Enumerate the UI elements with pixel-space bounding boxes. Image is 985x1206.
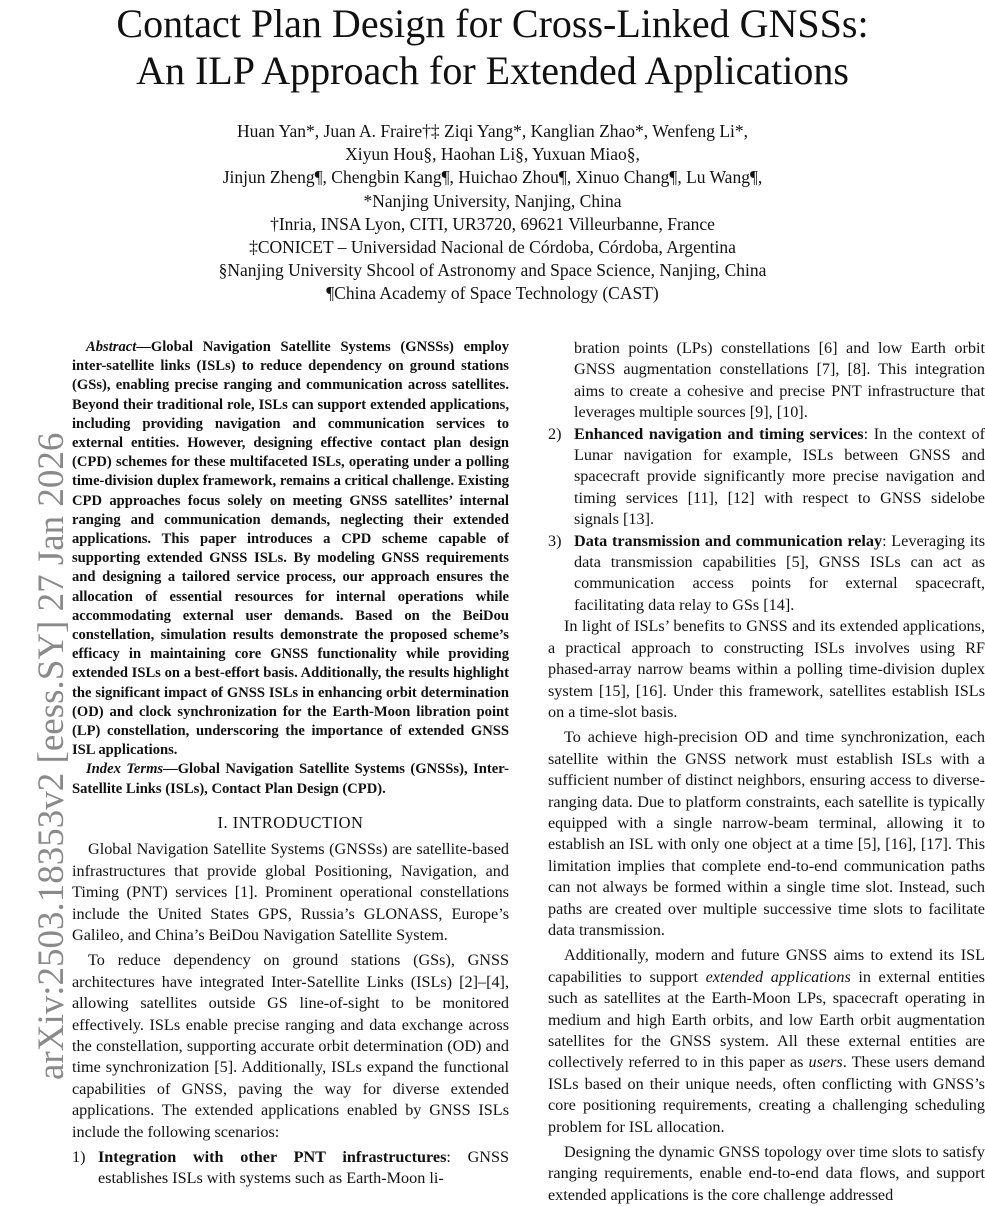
author-line: Xiyun Hou§, Haohan Li§, Yuxuan Miao§, (345, 144, 640, 165)
section-heading: I. INTRODUCTION (217, 812, 364, 832)
paragraph: Global Navigation Satellite Systems (GNSSs) are satellite-based infrastructures that provide global Positioning, Navigation, and Timing (PNT) services [1]. Prominent operational constellations include the United States GPS, Russia’s GLONASS, Europe’s Galileo, and China’s BeiDou Navigation Satellite System. (72, 840, 509, 944)
affiliation-line: ‡CONICET – Universidad Nacional de Córdoba, Córdoba, Argentina (249, 237, 736, 258)
affiliation-line: ¶China Academy of Space Technology (CAST) (326, 283, 659, 304)
affiliation-line: *Nanjing University, Nanjing, China (363, 190, 622, 211)
text-run: . These users demand ISLs based on their unique needs, often conflicting with GNSS’s core positioning requirements, creating a challenging scheduling problem for ISL allocation. (548, 1053, 985, 1136)
list-item-text: : Leveraging its data transmission capabilities [5], GNSS ISLs can act as communication access points for external spacecraft, facilitating data relay to GSs [14]. (574, 531, 985, 614)
affiliation-line: §Nanjing University Shcool of Astronomy and Space Science, Nanjing, China (218, 260, 767, 281)
scenario-list (72, 1147, 509, 1190)
title-line: An ILP Approach for Extended Applications (136, 48, 849, 93)
paragraph: To achieve high-precision OD and time synchronization, each satellite within the GNSS network must establish ISLs with a sufficient number of distinct neighbors, ensuring access to diverse-ranging data. Due to platform constraints, each satellite is typically equipped with a single narrow-beam terminal, allowing it to establish an ISL with only one object at a time [5], [16], [17]. This limitation implies that complete end-to-end communication paths can not always be formed within a single time slot. Instead, such paths are created over multiple successive time slots to facilitate data transmission. (548, 728, 985, 939)
emphasis: users (808, 1053, 843, 1072)
list-item-text: : GNSS establishes ISLs with systems such as Earth-Moon li- (98, 1147, 510, 1188)
paper-title (0, 0, 985, 94)
list-number: 1) (72, 1147, 86, 1166)
affiliation-line: †Inria, INSA Lyon, CITI, UR3720, 69621 Villeurbanne, France (270, 213, 715, 234)
list-item (548, 531, 985, 617)
index-terms-label: Index Terms (86, 761, 164, 778)
author-line: Jinjun Zheng¶, Chengbin Kang¶, Huichao Zhou¶, Xinuo Chang¶, Lu Wang¶, (222, 167, 763, 188)
scenario-list-continued (548, 424, 985, 617)
list-item (548, 424, 985, 531)
list-item-continuation: bration points (LPs) constellations [6] and low Earth orbit GNSS augmentation constellations [7], [8]. This integration aims to create a cohesive and precise PNT infrastructure that leverages multiple sources [9], [10]. (574, 339, 985, 422)
list-number: 3) (548, 531, 562, 550)
paragraph: Designing the dynamic GNSS topology over time slots to satisfy ranging requirements, enable end-to-end data flows, and support extended applications is the core challenge addressed (548, 1143, 985, 1204)
text-run: in external entities such as satellites at the Earth-Moon LPs, spacecraft operating in medium and high Earth orbits, and low Earth orbit augmentation satellites for the GNSS system. All these external entities are collectively referred to in this paper as (548, 967, 985, 1072)
list-item-head: Data transmission and communication relay (574, 531, 883, 550)
list-number: 2) (548, 424, 562, 443)
abstract (72, 338, 509, 760)
index-terms-text: —Global Navigation Satellite Systems (GNSSs), Inter-Satellite Links (ISLs), Contact Plan Design (CPD). (72, 761, 509, 797)
emphasis: extended applications (705, 967, 851, 986)
paragraph (548, 945, 985, 1138)
title-line: Contact Plan Design for Cross-Linked GNSSs: (116, 1, 869, 46)
list-item-head: Enhanced navigation and timing services (574, 424, 864, 443)
right-column (548, 338, 985, 1206)
author-block (0, 120, 985, 306)
abstract-label: Abstract (86, 339, 137, 355)
abstract-text: —Global Navigation Satellite Systems (GNSSs) employ inter-satellite links (ISLs) to reduce dependency on ground stations (GSs), enabling precise ranging and communication across satellites. Beyond their traditional role, ISLs can support extended applications, including providing navigation and communication services to external entities. However, designing effective contact plan design (CPD) schemes for these multifaceted ISLs, operating under a polling time-division duplex framework, remains a critical challenge. Existing CPD approaches focus solely on meeting GNSS satellites’ internal ranging and communication demands, neglecting their extended applications. This paper introduces a CPD scheme capable of supporting extended GNSS ISLs. By modeling GNSS requirements and designing a tailored service process, our approach ensures the allocation of essential resources for internal operations while accommodating external user demands. Based on the BeiDou constellation, simulation results demonstrate the proposed scheme’s efficacy in maintaining core GNSS functionality while providing extended ISLs on a best-effort basis. Additionally, the results highlight the significant impact of GNSS ISLs in enhancing orbit determination (OD) and clock synchronization for the Earth-Moon libration point (LP) constellation, underscoring the importance of extended GNSS ISL applications. (72, 339, 509, 759)
left-column (72, 338, 509, 1190)
arxiv-watermark: arXiv:2503.18353v2 [eess.SY] 27 Jan 2026 (31, 432, 72, 1080)
paragraph: To reduce dependency on ground stations (GSs), GNSS architectures have integrated Inter-Satellite Links (ISLs) [2]–[4], allowing satellites outside GS line-of-sight to be monitored effectively. ISLs enable precise ranging and data exchange across the constellation, supporting accurate orbit determination (OD) and time synchronization [5]. Additionally, ISLs expand the functional capabilities of GNSS, paving the way for diverse extended applications. The extended applications enabled by GNSS ISLs include the following scenarios: (72, 951, 509, 1141)
list-item (72, 1147, 509, 1190)
paragraph: In light of ISLs’ benefits to GNSS and its extended applications, a practical approach to constructing ISLs involves using RF phased-array narrow beams within a polling time-division duplex system [15], [16]. Under this framework, satellites establish ISLs on a time-slot basis. (548, 617, 985, 721)
list-item-head: Integration with other PNT infrastructures (98, 1147, 447, 1166)
author-line: Huan Yan*, Juan A. Fraire†‡ Ziqi Yang*, Kanglian Zhao*, Wenfeng Li*, (236, 121, 749, 141)
text-run: Additionally, modern and future GNSS aims to extend its ISL capabilities to support (548, 946, 985, 986)
list-item-text: : In the context of Lunar navigation for example, ISLs between GNSS and spacecraft provide significantly more precise navigation and timing services [11], [12] with respect to GNSS sidelobe signals [13]. (574, 424, 985, 529)
index-terms (72, 760, 509, 798)
